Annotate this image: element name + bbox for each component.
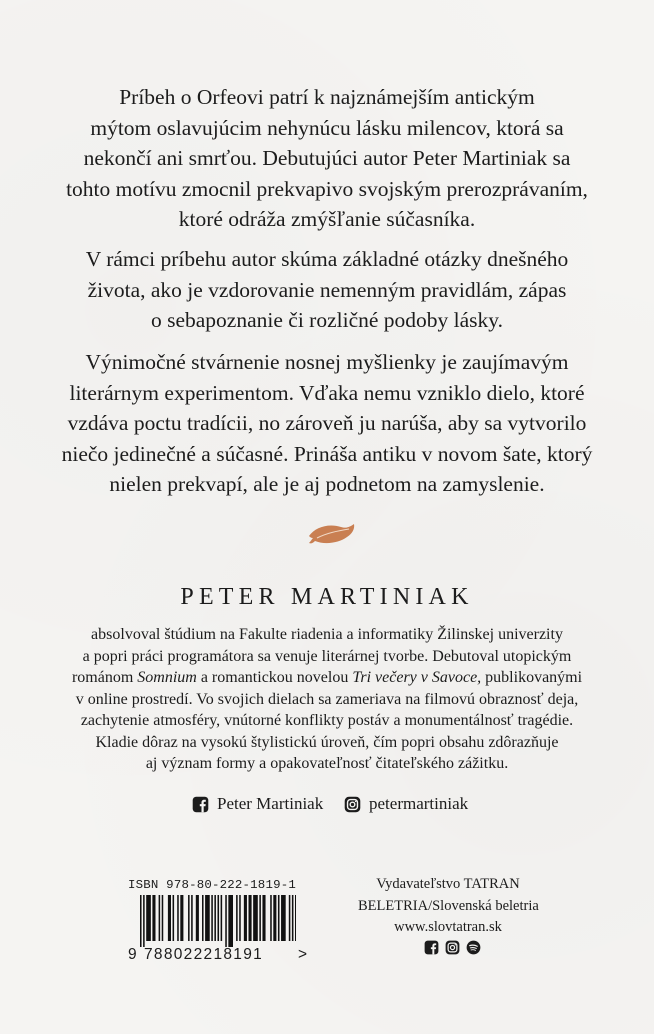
blurb-line: V rámci príbehu autor skúma základné otázky dnešného <box>85 247 569 271</box>
blurb-paragraph-1 <box>40 82 614 235</box>
barcode-bar <box>196 895 199 941</box>
barcode-bar <box>249 895 252 941</box>
blurb-paragraph-2 <box>40 244 614 336</box>
barcode-bar <box>177 895 179 941</box>
instagram-icon <box>344 796 361 813</box>
blurb-line: ktoré odráža zmýšľanie súčasníka. <box>178 207 476 231</box>
barcode-bar <box>225 895 227 947</box>
barcode-lead-digit: 9 <box>128 946 137 963</box>
blurb-line: niečo jedinečné a súčasné. Prináša antiku v novom šate, ktorý <box>61 441 593 466</box>
bio-line: Kladie dôraz na vysokú štylistickú úroveň, čím popri obsahu zdôrazňuje <box>95 733 559 751</box>
barcode-bar <box>146 895 151 941</box>
barcode-bar <box>281 895 286 941</box>
barcode-bar <box>191 895 193 941</box>
barcode-bar <box>211 895 213 941</box>
blurb-line: nekončí ani smrťou. Debutujúci autor Peter Martiniak sa <box>83 146 571 170</box>
barcode-bar <box>244 895 247 941</box>
publisher-social-icons <box>424 940 481 955</box>
instagram-icon[interactable] <box>445 940 460 955</box>
blurb-line: Príbeh o Orfeovi patrí k najznámejším antickým <box>119 85 535 109</box>
barcode-arrow: > <box>298 946 308 963</box>
facebook-label: Peter Martiniak <box>217 794 324 813</box>
barcode-bar <box>292 895 294 941</box>
barcode-bar <box>180 895 183 941</box>
book-title-somnium: Somnium <box>137 669 197 686</box>
blurb-line: mýtom oslavujúcim nehynúcu lásku milencov, ktorá sa <box>90 115 564 140</box>
isbn-text: ISBN 978-80-222-1819-1 <box>128 878 296 892</box>
barcode-bar <box>140 895 142 947</box>
publisher-imprint: BELETRIA/Slovenská beletria <box>358 897 539 914</box>
barcode-bar <box>202 895 204 941</box>
barcode-image <box>140 895 296 947</box>
barcode-bar <box>228 895 233 947</box>
facebook-link[interactable] <box>192 792 323 816</box>
publisher-website[interactable]: www.slovtatran.sk <box>394 919 502 935</box>
bio-text: publikovanými <box>481 669 583 686</box>
barcode-bar <box>239 895 241 941</box>
barcode-bar <box>253 895 258 941</box>
barcode-bar <box>221 895 223 941</box>
blurb-paragraph-3 <box>40 347 614 500</box>
barcode-bar <box>205 895 210 941</box>
bio-line: zachytenie atmosféry, vnútorné konflikty postáv a monumentálnosť tragédie. <box>80 712 574 729</box>
barcode-bar <box>143 895 145 947</box>
barcode-bar <box>295 895 296 941</box>
instagram-label: petermartiniak <box>369 794 469 813</box>
barcode-bar <box>262 895 265 941</box>
barcode-bar <box>259 895 261 941</box>
bio-line: v online prostredí. Vo svojich dielach sa zameriava na filmovú obraznosť deja, <box>75 690 579 708</box>
barcode-bar <box>162 895 164 941</box>
bio-line: aj význam formy a opakovateľnosť čitateľského zážitku. <box>145 755 509 772</box>
barcode-bar <box>270 895 272 941</box>
spotify-icon[interactable] <box>466 940 481 955</box>
barcode-bar <box>236 895 238 941</box>
author-name: PETER MARTINIAK <box>180 584 474 610</box>
isbn-barcode-block <box>128 878 312 964</box>
barcode-bar <box>214 895 216 941</box>
blurb-line: nielen prekvapí, ale je aj podnetom na zamyslenie. <box>109 472 545 496</box>
book-title-tri-vecery: Tri večery v Savoce, <box>352 669 482 686</box>
bio-text: románom <box>71 669 138 686</box>
author-bio <box>30 624 624 775</box>
barcode-number: 788022218191 <box>144 946 264 963</box>
facebook-icon[interactable] <box>424 940 439 955</box>
barcode-bar <box>278 895 280 941</box>
instagram-link[interactable] <box>344 792 468 816</box>
blurb-line: života, ako je vzdorovanie nemenným pravidlám, zápas <box>87 277 567 302</box>
publisher-info <box>358 874 538 939</box>
barcode-bar <box>273 895 276 941</box>
barcode-bar <box>159 895 161 941</box>
blurb-line: Výnimočné stvárnenie nosnej myšlienky je zaujímavým <box>85 350 569 374</box>
barcode-bar <box>289 895 291 941</box>
blurb-line: o sebapoznanie či rozličné podoby lásky. <box>150 308 504 332</box>
blurb-line: tohto motívu zmocnil prekvapivo svojským prerozprávaním, <box>66 176 588 201</box>
blurb-line: literárnym experimentom. Vďaka nemu vzniklo dielo, ktoré <box>69 380 585 405</box>
bio-line <box>30 667 624 689</box>
barcode-bar <box>218 895 220 941</box>
facebook-icon <box>192 796 209 813</box>
leaf-ornament-icon <box>307 521 357 547</box>
barcode-bar <box>168 895 171 941</box>
blurb-line: vzdáva poctu tradícii, no zároveň ju narúša, aby sa vytvorilo <box>67 411 587 435</box>
barcode-bar <box>188 895 190 941</box>
barcode-bar <box>152 895 155 941</box>
bio-line: a popri práci programátora sa venuje literárnej tvorbe. Debutoval utopickým <box>82 647 572 665</box>
bio-text: a romantickou novelou <box>196 669 353 686</box>
barcode-bar <box>173 895 175 941</box>
bio-line: absolvoval štúdium na Fakulte riadenia a informatiky Žilinskej univerzity <box>91 626 563 643</box>
publisher-name: Vydavateľstvo TATRAN <box>376 876 520 892</box>
